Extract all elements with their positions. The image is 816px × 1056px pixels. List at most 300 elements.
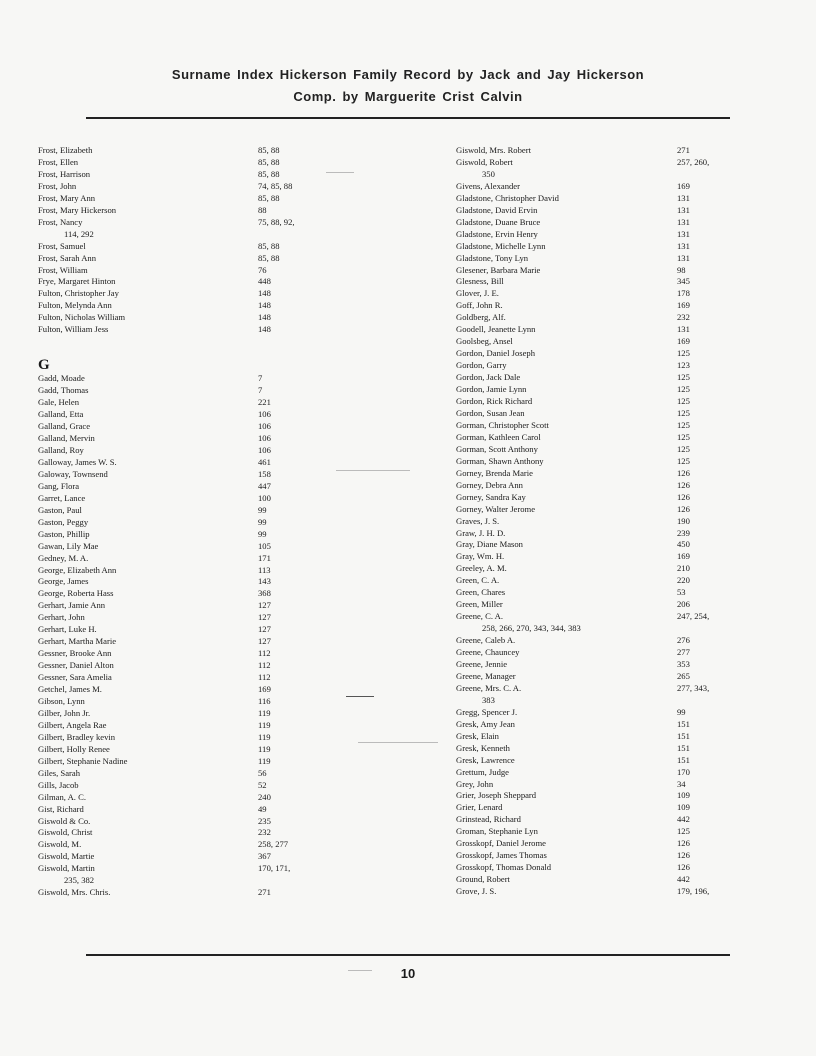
index-entry: [38, 684, 338, 696]
header-title: Surname Index Hickerson Family Record by Jack and Jay Hickerson: [171, 67, 645, 82]
entry-name: Gessner, Brooke Ann: [38, 648, 112, 659]
entry-name: Greene, Manager: [456, 670, 516, 681]
entry-name: Gordon, Rick Richard: [456, 396, 533, 407]
index-entry: [38, 324, 338, 336]
entry-pages: 99: [258, 528, 267, 539]
index-entry-line: [38, 553, 338, 565]
entry-pages: 148: [258, 288, 271, 299]
index-entry-line: [38, 445, 338, 457]
entry-pages: 7: [258, 373, 263, 384]
index-entry: [38, 433, 338, 445]
index-entry-line: [38, 624, 338, 636]
entry-name: Gordon, Garry: [456, 360, 507, 371]
index-entry: [38, 863, 338, 887]
index-entry-line: [456, 504, 786, 516]
index-entry: [38, 827, 338, 839]
entry-name: Gilman, A. C.: [38, 791, 86, 802]
index-entry: [38, 181, 338, 193]
entry-name: Greeley, A. M.: [456, 563, 507, 574]
index-entry-line: [456, 312, 786, 324]
entry-pages: 85, 88: [258, 240, 280, 251]
entry-name: Galoway, Townsend: [38, 468, 108, 479]
footer-rule: [86, 954, 730, 956]
index-entry: [456, 587, 786, 599]
index-entry-line: [38, 792, 338, 804]
index-entry-line: [38, 373, 338, 385]
index-entry-line: [38, 265, 338, 277]
entry-pages: 345: [677, 276, 690, 287]
entry-pages: 190: [677, 515, 690, 526]
entry-name: Galland, Mervin: [38, 433, 95, 444]
index-entry-line: [456, 217, 786, 229]
entry-name: Graw, J. H. D.: [456, 527, 506, 538]
index-entry: [456, 551, 786, 563]
index-entry: [38, 696, 338, 708]
index-entry-line: [38, 421, 338, 433]
entry-pages: 221: [258, 397, 271, 408]
index-entry-line: [456, 862, 786, 874]
entry-name: Gorney, Sandra Kay: [456, 491, 526, 502]
index-entry: [38, 169, 338, 181]
entry-pages: 126: [677, 862, 690, 873]
entry-pages: 276: [677, 635, 690, 646]
entry-pages: 125: [677, 431, 690, 442]
entry-name: Frost, Mary Hickerson: [38, 204, 117, 215]
entry-name: Giswold, Christ: [38, 827, 93, 838]
entry-pages: 151: [677, 730, 690, 741]
entry-name: Greene, Caleb A.: [456, 635, 516, 646]
index-entry: [456, 671, 786, 683]
index-entry-line: [38, 804, 338, 816]
entry-pages: 151: [677, 742, 690, 753]
entry-pages-continued: 235, 382: [64, 875, 95, 886]
index-entry: [456, 707, 786, 719]
entry-name: Grove, J. S.: [456, 886, 497, 897]
entry-name: Frost, Elizabeth: [38, 145, 93, 155]
index-entry: [456, 647, 786, 659]
entry-pages: 258, 277: [258, 839, 289, 850]
index-entry: [456, 348, 786, 360]
index-entry-line: [38, 612, 338, 624]
entry-name: Gibson, Lynn: [38, 695, 85, 706]
index-entry: [38, 541, 338, 553]
index-entry: [38, 720, 338, 732]
entry-name: Gills, Jacob: [38, 779, 79, 790]
entry-pages: 119: [258, 719, 271, 730]
entry-pages: 131: [677, 252, 690, 263]
entry-pages: 116: [258, 695, 271, 706]
entry-pages: 158: [258, 468, 271, 479]
entry-pages: 109: [677, 802, 690, 813]
index-entry: [38, 744, 338, 756]
index-entry: [456, 575, 786, 587]
entry-pages: 125: [677, 826, 690, 837]
entry-pages: 450: [677, 539, 690, 550]
index-entry: [456, 420, 786, 432]
entry-pages: 99: [258, 504, 267, 515]
index-entry: [38, 241, 338, 253]
index-entry: [38, 612, 338, 624]
entry-pages: 169: [677, 300, 690, 311]
entry-name: Frye, Margaret Hinton: [38, 276, 116, 287]
entry-pages: 99: [258, 516, 267, 527]
entry-name: Giswold, Mrs. Robert: [456, 145, 531, 155]
entry-pages: 106: [258, 444, 271, 455]
index-entry: [456, 563, 786, 575]
entry-name: Giles, Sarah: [38, 767, 81, 778]
entry-pages: 112: [258, 648, 271, 659]
entry-name: Gaston, Paul: [38, 504, 82, 515]
index-entry: [38, 493, 338, 505]
entry-name: Ground, Robert: [456, 874, 510, 885]
entry-pages: 56: [258, 767, 267, 778]
index-entry-line: [456, 767, 786, 779]
entry-name: Frost, John: [38, 180, 77, 191]
entry-pages: 232: [677, 312, 690, 323]
index-entry-line: [456, 755, 786, 767]
entry-pages: 277, 343,: [677, 682, 710, 693]
entry-pages: 247, 254,: [677, 611, 710, 622]
index-entry: [38, 253, 338, 265]
entry-name: Gessner, Daniel Alton: [38, 660, 114, 671]
index-entry: [456, 300, 786, 312]
index-entry: [38, 672, 338, 684]
index-entry-line: [456, 468, 786, 480]
index-entry: [38, 276, 338, 288]
index-entry: [456, 719, 786, 731]
index-entry: [38, 445, 338, 457]
entry-name: Gilbert, Stephanie Nadine: [38, 755, 128, 766]
index-entry-line: [38, 744, 338, 756]
index-entry-line: [456, 671, 786, 683]
index-entry: [38, 804, 338, 816]
entry-pages: 123: [677, 360, 690, 371]
entry-name: Gerhart, Martha Marie: [38, 636, 117, 647]
entry-name: George, Elizabeth Ann: [38, 564, 117, 575]
entry-name: Grier, Lenard: [456, 802, 503, 813]
index-entry: [456, 336, 786, 348]
entry-name: Gladstone, David Ervin: [456, 204, 538, 215]
entry-pages: 210: [677, 563, 690, 574]
entry-pages: 240: [258, 791, 271, 802]
index-entry: [456, 826, 786, 838]
entry-pages: 148: [258, 300, 271, 311]
index-entry-line: [38, 276, 338, 288]
index-entry-line: [456, 551, 786, 563]
entry-name: Gerhart, Jamie Ann: [38, 600, 106, 611]
index-entry-line: [456, 528, 786, 540]
entry-pages: 179, 196,: [677, 886, 710, 897]
page-header: [0, 64, 816, 108]
index-entry-line: [38, 397, 338, 409]
index-entry: [38, 851, 338, 863]
entry-pages: 106: [258, 421, 271, 432]
index-entry-line: [38, 300, 338, 312]
entry-name: Gorney, Walter Jerome: [456, 503, 536, 514]
entry-pages: 76: [258, 264, 267, 275]
entry-name: Gray, Diane Mason: [456, 539, 523, 550]
index-entry-line: [38, 576, 338, 588]
entry-name: Frost, Harrison: [38, 168, 91, 179]
entry-name: George, James: [38, 576, 89, 587]
index-entry: [456, 599, 786, 611]
entry-pages: 367: [258, 851, 271, 862]
index-entry: [456, 360, 786, 372]
scan-mark: [346, 696, 374, 697]
entry-pages: 277: [677, 647, 690, 658]
entry-pages: 125: [677, 407, 690, 418]
index-entry-line: [456, 480, 786, 492]
entry-name: Giswold, Martie: [38, 851, 95, 862]
entry-pages: 232: [258, 827, 271, 838]
index-entry-line: [456, 145, 786, 157]
index-entry: [38, 469, 338, 481]
index-entry-line: [456, 838, 786, 850]
scan-mark: [336, 470, 410, 471]
index-entry: [456, 181, 786, 193]
entry-name: Frost, William: [38, 264, 88, 275]
section-gap: [38, 336, 338, 344]
index-entry-line: [38, 529, 338, 541]
entry-name: Greene, Mrs. C. A.: [456, 682, 522, 693]
entry-name: Gray, Wm. H.: [456, 551, 505, 562]
index-entry-line: [456, 241, 786, 253]
index-entry-line: [38, 241, 338, 253]
entry-pages: 169: [258, 684, 271, 695]
entry-pages: 85, 88: [258, 192, 280, 203]
entry-name: Gaston, Phillip: [38, 528, 90, 539]
entry-name: Gresk, Lawrence: [456, 754, 515, 765]
entry-name: Fulton, Nicholas William: [38, 312, 126, 323]
index-entry: [38, 517, 338, 529]
entry-name: Greene, Jennie: [456, 658, 508, 669]
entry-name: Grosskopf, James Thomas: [456, 850, 547, 861]
entry-pages: 119: [258, 731, 271, 742]
index-entry-line: [38, 457, 338, 469]
entry-name: Green, Miller: [456, 599, 503, 610]
index-column-right: [456, 145, 786, 898]
index-entry-line: [38, 684, 338, 696]
entry-pages: 7: [258, 385, 263, 396]
index-entry-line: [456, 611, 786, 623]
entry-pages: 125: [677, 396, 690, 407]
index-entry-line: [38, 433, 338, 445]
entry-pages: 131: [677, 228, 690, 239]
index-entry: [38, 839, 338, 851]
index-entry: [456, 372, 786, 384]
index-entry: [38, 600, 338, 612]
index-entry: [456, 288, 786, 300]
index-entry: [456, 145, 786, 157]
index-entry-line: [456, 300, 786, 312]
index-entry-line: [456, 420, 786, 432]
index-entry: [456, 838, 786, 850]
entry-name: Gresk, Amy Jean: [456, 718, 515, 729]
index-entry-line: [456, 779, 786, 791]
entry-pages: 99: [677, 706, 686, 717]
entry-pages: 131: [677, 240, 690, 251]
entry-name: Gaston, Peggy: [38, 516, 89, 527]
index-entry: [456, 539, 786, 551]
entry-pages: 126: [677, 850, 690, 861]
index-entry-line: [456, 707, 786, 719]
index-entry: [456, 456, 786, 468]
index-entry-line: [456, 599, 786, 611]
entry-name: Frost, Mary Ann: [38, 192, 96, 203]
entry-pages: 206: [677, 599, 690, 610]
entry-pages: 131: [677, 192, 690, 203]
index-entry: [38, 756, 338, 768]
entry-pages: 169: [677, 551, 690, 562]
index-entry-line: [456, 396, 786, 408]
index-entry-line: [456, 719, 786, 731]
index-column-left: [38, 145, 338, 899]
index-entry-line: [38, 169, 338, 181]
index-entry: [456, 253, 786, 265]
index-entry: [456, 480, 786, 492]
entry-pages: 169: [677, 180, 690, 191]
entry-name: Greene, Chauncey: [456, 647, 520, 658]
entry-pages: 53: [677, 587, 686, 598]
entry-name: Gale, Helen: [38, 397, 80, 408]
index-entry: [38, 565, 338, 577]
entry-name: Giswold, Robert: [456, 156, 513, 167]
entry-pages: 75, 88, 92,: [258, 216, 295, 227]
entry-pages: 127: [258, 636, 271, 647]
entry-name: Frost, Samuel: [38, 240, 86, 251]
index-entry-line: [38, 672, 338, 684]
index-entry: [456, 659, 786, 671]
entry-name: Gerhart, John: [38, 612, 85, 623]
index-entry-line: [456, 360, 786, 372]
entry-pages: 126: [677, 491, 690, 502]
index-entry-line: [38, 385, 338, 397]
entry-name: Glover, J. E.: [456, 288, 499, 299]
index-entry-line: [38, 768, 338, 780]
index-entry: [456, 528, 786, 540]
entry-pages: 105: [258, 540, 271, 551]
entry-name: Gresk, Elain: [456, 730, 499, 741]
index-entry: [38, 505, 338, 517]
index-entry-line: [456, 288, 786, 300]
entry-name: Gladstone, Christopher David: [456, 192, 559, 203]
index-entry: [456, 229, 786, 241]
index-entry-line: [38, 732, 338, 744]
entry-name: Gregg, Spencer J.: [456, 706, 518, 717]
entry-pages: 271: [677, 145, 690, 155]
index-entry-line: [456, 516, 786, 528]
index-entry-line: [456, 563, 786, 575]
entry-pages: 126: [677, 503, 690, 514]
entry-pages: 178: [677, 288, 690, 299]
index-entry: [456, 504, 786, 516]
index-entry-line: [38, 253, 338, 265]
index-entry: [456, 396, 786, 408]
index-entry: [456, 241, 786, 253]
index-entry: [456, 276, 786, 288]
entry-name: Giswold, M.: [38, 839, 82, 850]
index-entry: [456, 862, 786, 874]
index-entry-line: [456, 348, 786, 360]
index-entry-line: [38, 193, 338, 205]
index-entry-line: [38, 145, 338, 157]
entry-pages: 125: [677, 384, 690, 395]
entry-pages: 34: [677, 778, 686, 789]
index-entry-line: [456, 575, 786, 587]
index-entry-line: [38, 517, 338, 529]
entry-name: Fulton, Melynda Ann: [38, 300, 112, 311]
index-entry-line: [456, 444, 786, 456]
entry-pages: 112: [258, 660, 271, 671]
entry-name: Gordon, Jack Dale: [456, 372, 521, 383]
index-entry: [38, 553, 338, 565]
entry-pages: 461: [258, 456, 271, 467]
entry-name: Glesener, Barbara Marie: [456, 264, 541, 275]
index-entry-line: [456, 408, 786, 420]
entry-pages: 126: [677, 838, 690, 849]
entry-pages: 170, 171,: [258, 863, 291, 874]
index-entry-line: [38, 324, 338, 336]
index-entry: [456, 516, 786, 528]
entry-name: Gladstone, Duane Bruce: [456, 216, 541, 227]
index-entry-line: [456, 181, 786, 193]
index-entry: [38, 768, 338, 780]
entry-pages: 235: [258, 815, 271, 826]
index-entry: [38, 887, 338, 899]
entry-name: Groman, Stephanie Lyn: [456, 826, 538, 837]
entry-name: Gordon, Daniel Joseph: [456, 348, 536, 359]
entry-name: Frost, Nancy: [38, 216, 83, 227]
entry-name: Gladstone, Ervin Henry: [456, 228, 538, 239]
entry-pages: 98: [677, 264, 686, 275]
entry-name: Graves, J. S.: [456, 515, 500, 526]
entry-pages: 220: [677, 575, 690, 586]
index-entry-line: [38, 565, 338, 577]
entry-name: Glesness, Bill: [456, 276, 504, 287]
index-entry-line: [456, 372, 786, 384]
entry-name: Gawan, Lily Mae: [38, 540, 99, 551]
entry-name: Gorman, Kathleen Carol: [456, 431, 541, 442]
entry-pages: 239: [677, 527, 690, 538]
entry-name: Gedney, M. A.: [38, 552, 89, 563]
index-entry-line: [456, 193, 786, 205]
index-entry: [456, 205, 786, 217]
entry-name: Galland, Etta: [38, 409, 84, 420]
entry-name: Gordon, Jamie Lynn: [456, 384, 527, 395]
index-entry-line: [38, 636, 338, 648]
index-entry: [456, 157, 786, 181]
index-entry-line: [38, 756, 338, 768]
entry-pages: 112: [258, 672, 271, 683]
index-entry-line: [456, 539, 786, 551]
index-entry: [456, 779, 786, 791]
index-entry: [456, 312, 786, 324]
entry-pages: 125: [677, 443, 690, 454]
index-entry-line: [456, 802, 786, 814]
index-entry-line: [38, 409, 338, 421]
entry-pages: 143: [258, 576, 271, 587]
index-entry: [38, 780, 338, 792]
index-entry-line: [456, 731, 786, 743]
entry-pages: 85, 88: [258, 156, 280, 167]
index-entry-line: [456, 587, 786, 599]
entry-pages: 85, 88: [258, 168, 280, 179]
entry-pages: 151: [677, 754, 690, 765]
index-entry-line: [456, 683, 786, 695]
index-entry-line: [456, 874, 786, 886]
index-entry: [456, 611, 786, 635]
header-rule: [86, 117, 730, 119]
